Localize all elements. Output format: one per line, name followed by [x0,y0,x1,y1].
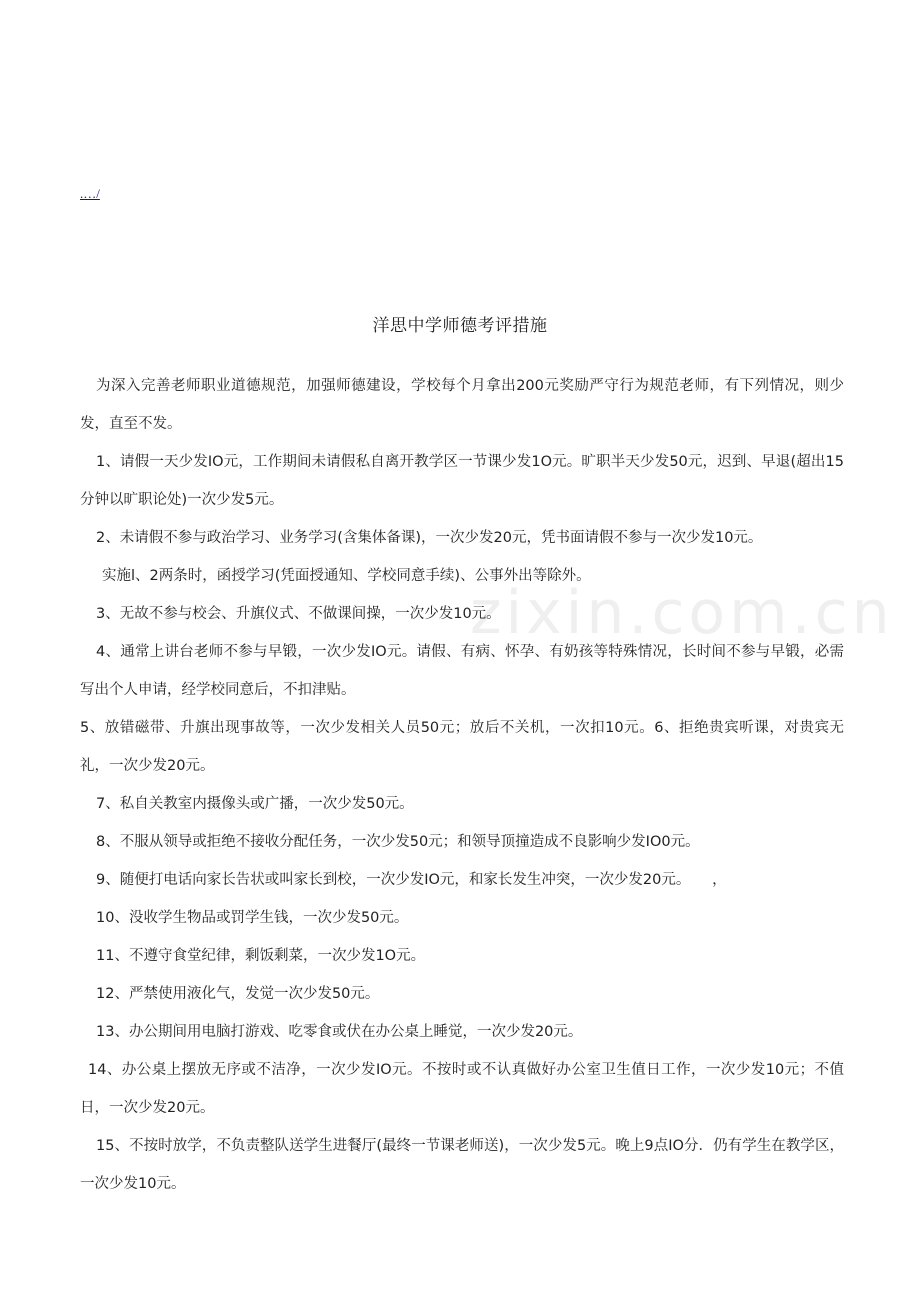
rule-12: 12、严禁使用液化气，发觉一次少发50元。 [96,986,380,1002]
intro-paragraph: 为深入完善老师职业道德规范，加强师德建设，学校每个月拿出200元奖励严守行为规范老师，有下列情况，则少发，直至不发。 [80,378,844,432]
rule-1: 1、请假一天少发IO元，工作期间未请假私自离开教学区一节课少发1O元。旷职半天少发50元，迟到、早退(超出15分钟以旷职论处)一次少发5元。 [80,454,844,508]
rule-13: 13、办公期间用电脑打游戏、吃零食或伏在办公桌上睡觉，一次少发20元。 [96,1024,583,1040]
watermark: zixin.com.cn [470,578,894,648]
rule-3: 3、无故不参与校会、升旗仪式、不做课间操，一次少发10元。 [96,606,501,622]
rule-4: 4、通常上讲台老师不参与早锻，一次少发IO元。请假、有病、怀孕、有奶孩等特殊情况，长时间不参与早锻，必需写出个人申请，经学校同意后，不扣津贴。 [80,644,844,698]
rule-9: 9、随便打电话向家长告状或叫家长到校，一次少发IO元，和家长发生冲突，一次少发20元。 ， [96,872,727,888]
rule-14: 14、办公桌上摆放无序或不洁净，一次少发IO元。不按时或不认真做好办公室卫生值日工作，一次少发10元；不值日，一次少发20元。 [80,1062,844,1116]
top-link[interactable]: .…/ [80,186,100,201]
rule-15: 15、不按时放学，不负责整队送学生进餐厅(最终一节课老师送)，一次少发5元。晚上9点IO分．仍有学生在教学区，一次少发10元。 [80,1138,844,1192]
document-body [80,367,844,1203]
rule-11: 11、不遵守食堂纪律，剩饭剩菜，一次少发1O元。 [96,948,426,964]
rule-note: 实施l、2两条时，函授学习(凭面授通知、学校同意手续)、公事外出等除外。 [102,568,591,584]
rule-10: 10、没收学生物品或罚学生钱，一次少发50元。 [96,910,409,926]
document-title: 洋思中学师德考评措施 [372,316,548,336]
rule-2: 2、未请假不参与政治学习、业务学习(含集体备课)，一次少发20元，凭书面请假不参与一次少发10元。 [96,530,763,546]
rule-7: 7、私自关教室内摄像头或广播，一次少发50元。 [96,796,414,812]
rule-8: 8、不服从领导或拒绝不接收分配任务，一次少发50元；和领导顶撞造成不良影响少发IO0元。 [96,834,700,850]
rule-5-6: 5、放错磁带、升旗出现事故等，一次少发相关人员50元；放后不关机，一次扣10元。6、拒绝贵宾听课，对贵宾无礼，一次少发20元。 [80,720,844,774]
